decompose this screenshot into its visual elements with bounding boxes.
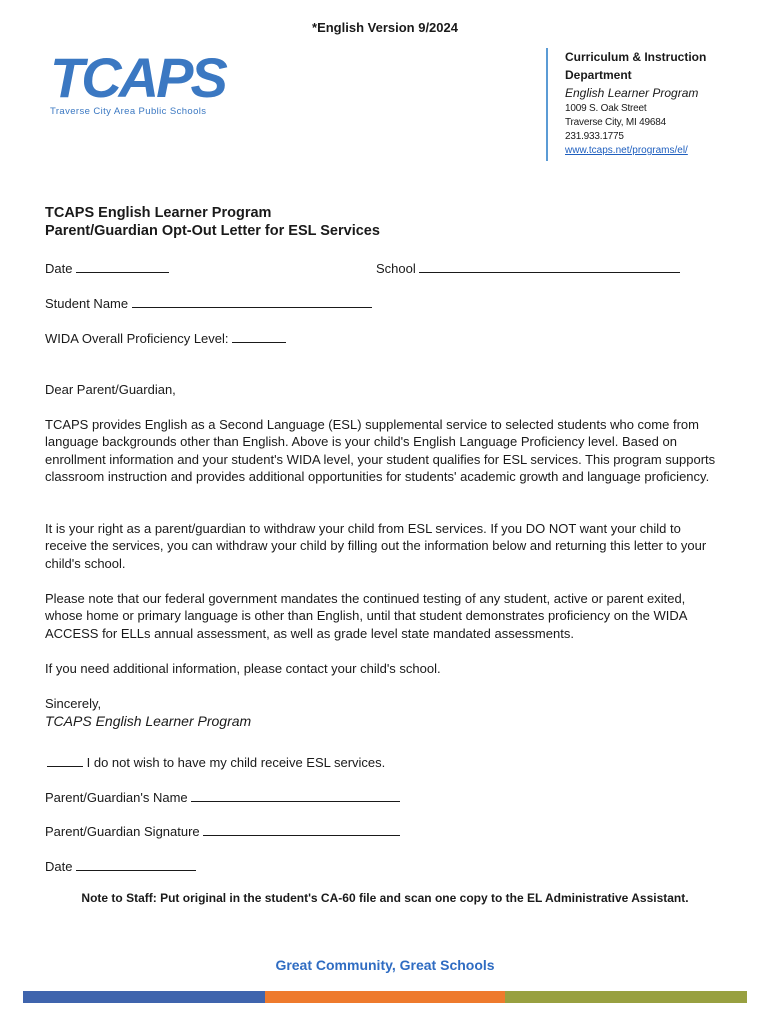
optout-date-blank[interactable] [76,857,196,871]
wida-field [45,329,286,346]
school-blank[interactable] [419,259,680,273]
parent-signature-label: Parent/Guardian Signature [45,824,200,839]
address-line2: Traverse City, MI 49684 [565,117,666,128]
student-name-field [45,294,372,311]
parent-name-label: Parent/Guardian's Name [45,790,188,805]
parent-name-field [45,788,400,805]
footer-bar-blue [23,991,265,1003]
optout-text: I do not wish to have my child receive ESL services. [86,755,386,770]
footer-bar-green [505,991,747,1003]
logo-text: TCAPS [50,46,225,109]
salutation: Dear Parent/Guardian, [45,382,176,397]
school-field [376,259,680,276]
wida-label: WIDA Overall Proficiency Level: [45,331,229,346]
date-blank[interactable] [76,259,169,273]
parent-name-blank[interactable] [191,788,400,802]
letter-title [45,204,380,240]
version-label: *English Version 9/2024 [312,20,458,35]
optout-date-label: Date [45,859,73,874]
dept-line1: Curriculum & Instruction [565,50,707,64]
parent-signature-field [45,822,400,839]
address-line1: 1009 S. Oak Street [565,103,647,114]
optout-checkbox-blank[interactable] [47,753,83,767]
logo-subtitle: Traverse City Area Public Schools [50,106,207,117]
tcaps-logo [50,46,226,117]
student-name-blank[interactable] [132,294,372,308]
signature: TCAPS English Learner Program [45,713,252,729]
paragraph-1: TCAPS provides English as a Second Language (ESL) supplemental service to selected students who come from language backgrounds other than English. Above is your child's English Language Proficiency level. Based on enrollment information and your student's WIDA level, your student qualifies for ESL services. This program supports classroom instruction and provides additional opportunities for students' academic growth and language proficiency. [45,417,716,484]
closing: Sincerely, [45,696,102,711]
date-field [45,259,169,276]
optout-statement [47,753,385,770]
title-line1: TCAPS English Learner Program [45,205,272,221]
parent-signature-blank[interactable] [203,822,400,836]
footer-bar-orange [265,991,505,1003]
wida-blank[interactable] [232,329,286,343]
optout-date-field [45,857,196,874]
slogan: Great Community, Great Schools [275,957,495,973]
paragraph-3: Please note that our federal government mandates the continued testing of any student, active or parent exited, whose home or primary language is other than English, until that student demonstrates proficiency on the WIDA ACCESS for ELLs annual assessment, as well as grade level state mandated assessments. [45,591,687,641]
paragraph-4: If you need additional information, please contact your child's school. [45,661,441,676]
dept-line2: Department [565,68,632,82]
program-name: English Learner Program [565,86,699,100]
date-label: Date [45,261,73,276]
title-line2: Parent/Guardian Opt-Out Letter for ESL Services [45,223,380,239]
website-link[interactable]: www.tcaps.net/programs/el/ [565,145,688,156]
department-info [546,48,706,161]
student-name-label: Student Name [45,296,129,311]
phone: 231.933.1775 [565,131,624,142]
staff-note: Note to Staff: Put original in the student's CA-60 file and scan one copy to the EL Administrative Assistant. [81,891,689,905]
paragraph-2: It is your right as a parent/guardian to withdraw your child from ESL services. If you DO NOT want your child to receive the services, you can withdraw your child by filling out the information below and returning this letter to your child's school. [45,521,707,571]
school-label: School [376,261,416,276]
